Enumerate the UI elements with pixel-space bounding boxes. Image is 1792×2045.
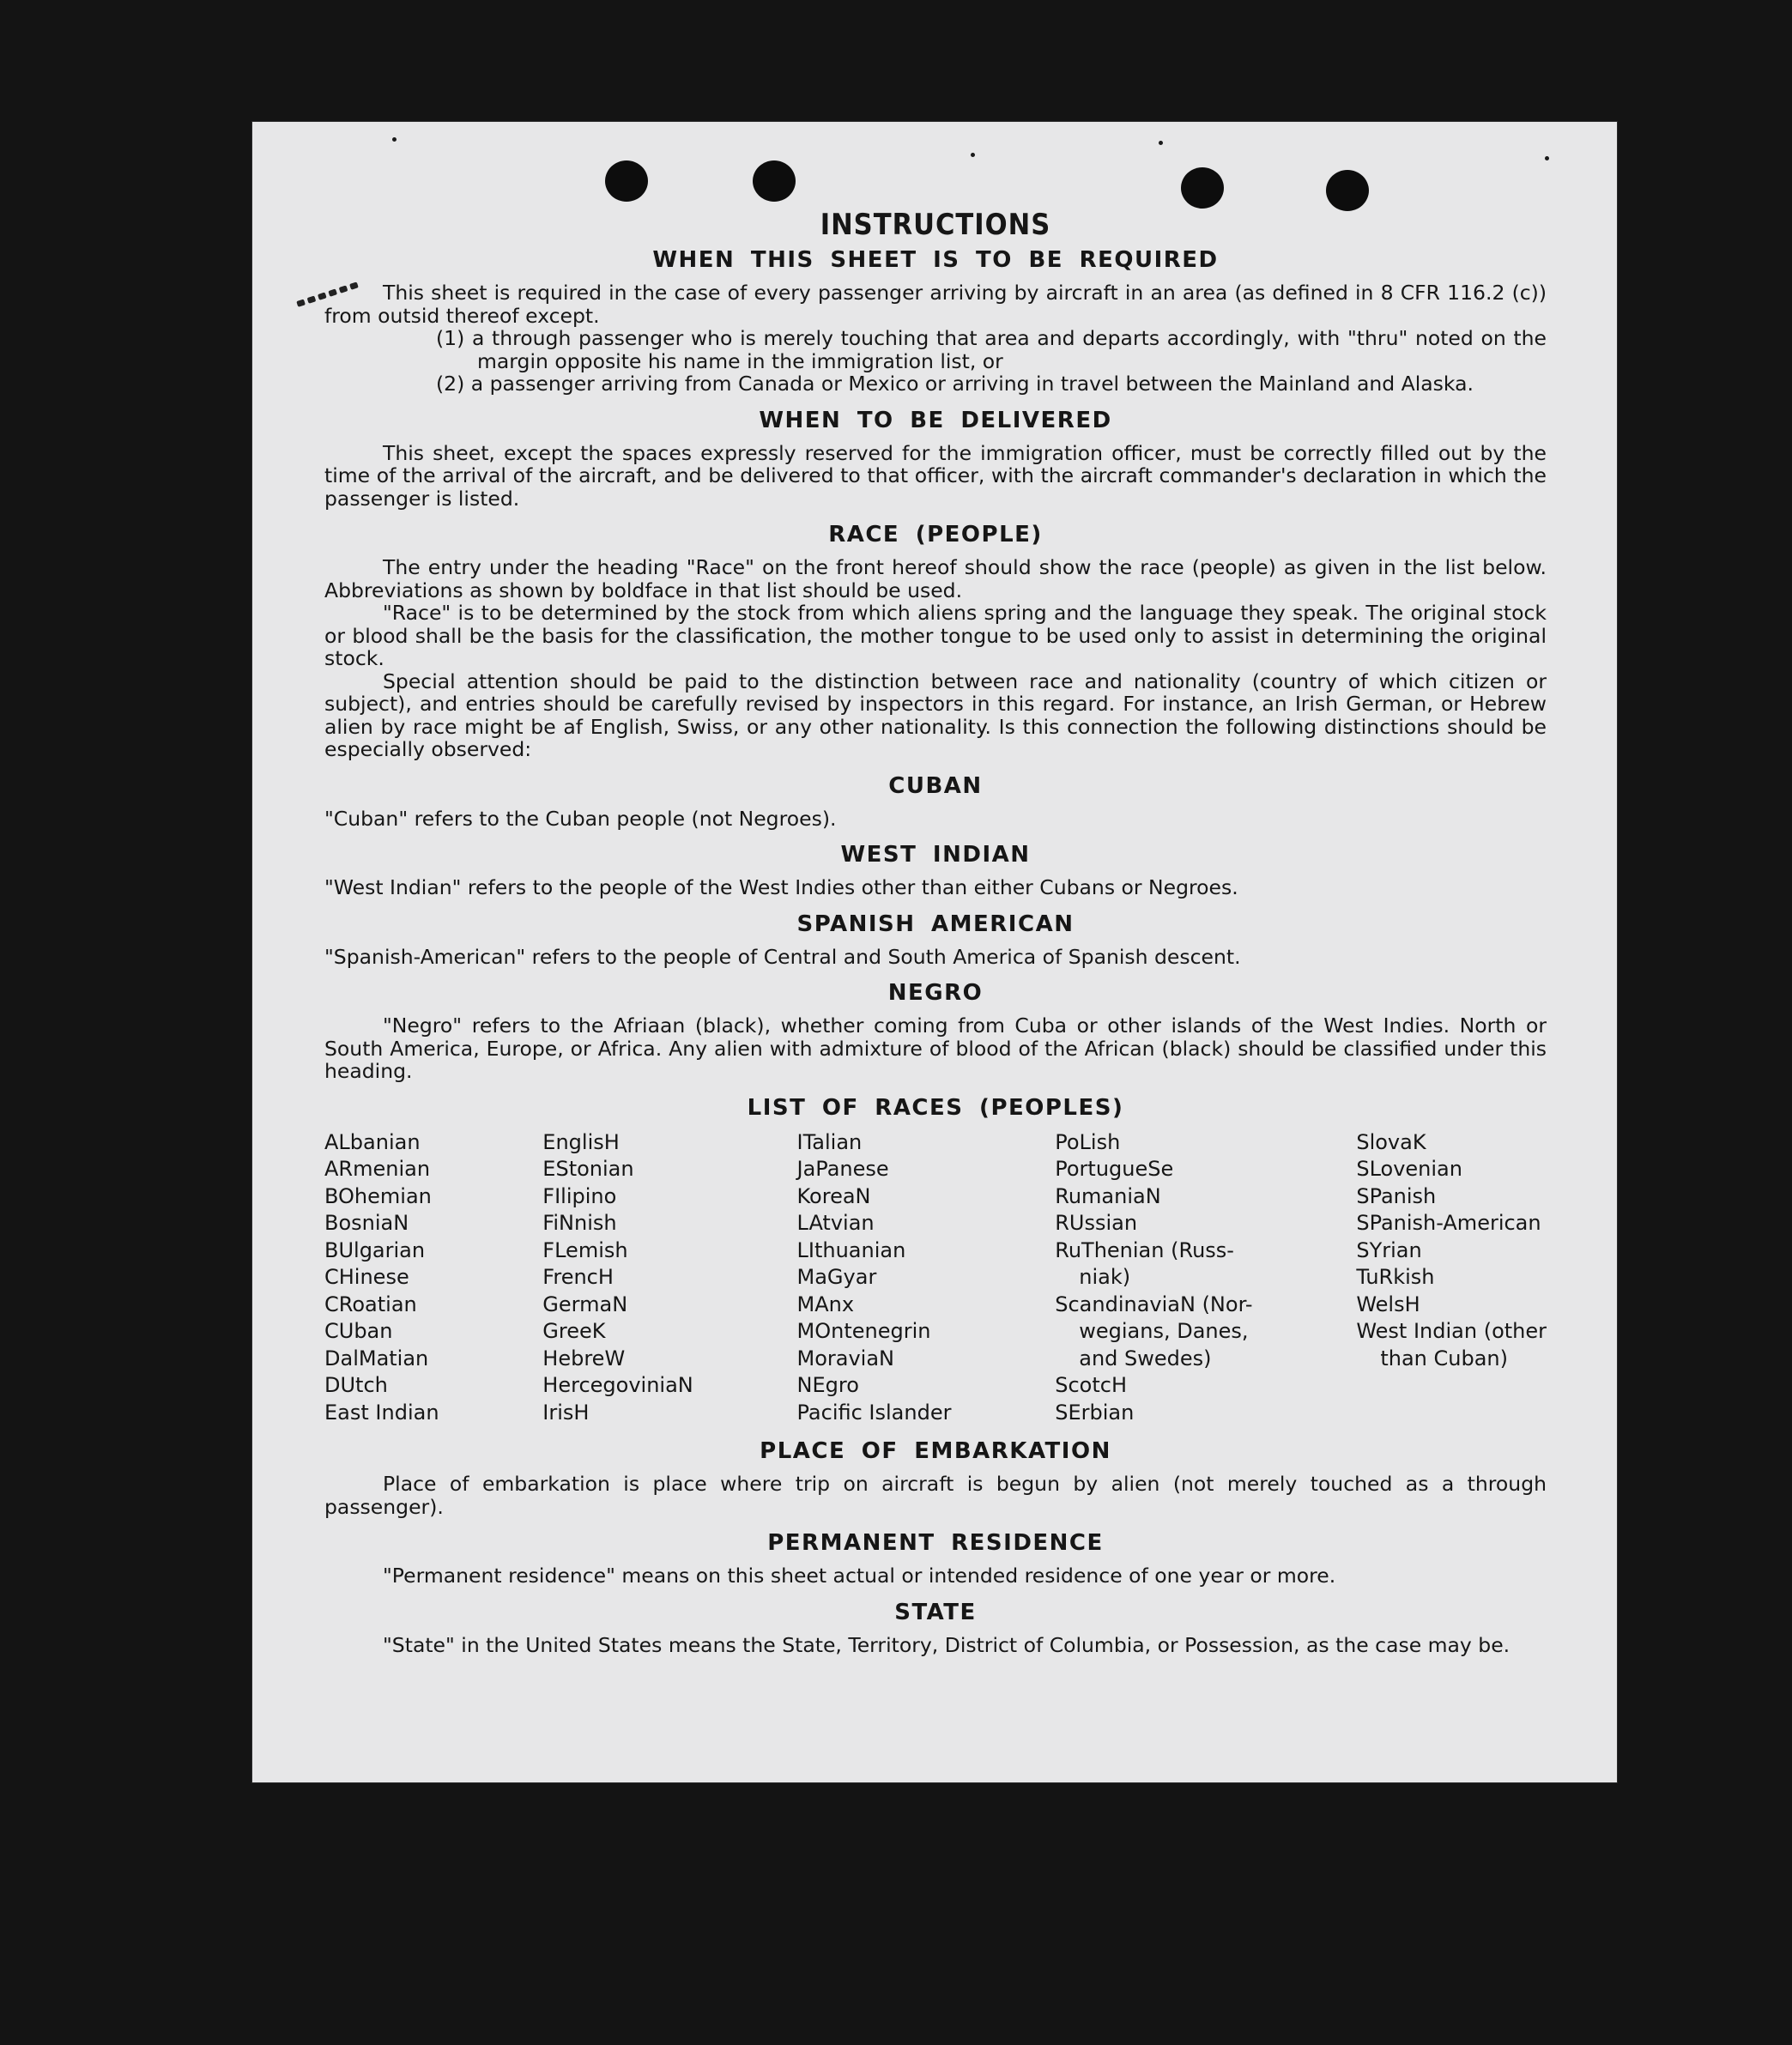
race-entry: CUban	[324, 1319, 393, 1343]
race-entry: KoreaN	[796, 1183, 871, 1208]
race-entry: JaPanese	[796, 1157, 889, 1181]
race-entry: RuThenian (Russ-	[1055, 1237, 1234, 1262]
races-column-4	[1055, 1129, 1252, 1427]
speck	[971, 153, 975, 157]
race-entry: FIlipino	[542, 1183, 617, 1208]
race-entry: HebreW	[542, 1346, 626, 1370]
race-entry: BOhemian	[324, 1183, 432, 1208]
race-entry: FrencH	[542, 1265, 614, 1289]
race-entry: IrisH	[542, 1400, 590, 1425]
punch-hole	[1326, 170, 1369, 211]
punch-hole	[605, 160, 648, 202]
race-entry: MoraviaN	[796, 1346, 895, 1370]
race-paragraph-1: The entry under the heading "Race" on the front hereof should show the race (people) as given in the list below. Abbreviations as shown by boldface in that list should be used.	[324, 555, 1547, 602]
heading-place-of-embarkation: PLACE OF EMBARKATION	[760, 1438, 1111, 1464]
race-entry: TuRkish	[1356, 1265, 1435, 1289]
heading-permanent-residence: PERMANENT RESIDENCE	[767, 1530, 1104, 1556]
heading-list-of-races: LIST OF RACES (PEOPLES)	[747, 1094, 1124, 1121]
cuban-text: "Cuban" refers to the Cuban people (not Negroes).	[324, 806, 837, 831]
race-entry: West Indian (other	[1356, 1319, 1547, 1343]
negro-text: "Negro" refers to the Afriaan (black), whether coming from Cuba or other islands of the West Indies. North or South America, Europe, or Africa. Any alien with admixture of blood of the African (black) should be classified under this heading.	[324, 1013, 1547, 1083]
race-entry: ARmenian	[324, 1157, 431, 1181]
race-entry: GermaN	[542, 1292, 628, 1316]
speck	[1159, 141, 1163, 145]
race-entry: East Indian	[324, 1400, 439, 1425]
race-entry: GreeK	[542, 1319, 606, 1343]
races-list	[324, 1129, 1547, 1427]
race-entry: SYrian	[1356, 1237, 1422, 1262]
page-title: INSTRUCTIONS	[820, 208, 1051, 242]
race-entry: BosniaN	[324, 1211, 409, 1235]
race-entry: RumaniaN	[1055, 1183, 1161, 1208]
race-entry: ITalian	[796, 1129, 863, 1154]
race-entry: SLovenian	[1356, 1157, 1462, 1181]
race-entry-continued: than Cuban)	[1380, 1346, 1508, 1370]
spanish-american-text: "Spanish-American" refers to the people of Central and South America of Spanish descent.	[324, 944, 1241, 969]
race-entry: MAnx	[796, 1292, 855, 1316]
race-entry: EnglisH	[542, 1129, 620, 1154]
required-text: This sheet is required in the case of every passenger arriving by aircraft in an area (as defined in 8 CFR 116.2 (c)) from outsid thereof except.	[324, 281, 1547, 328]
race-entry: PoLish	[1055, 1129, 1121, 1154]
race-entry: DUtch	[324, 1373, 388, 1397]
embarkation-text: Place of embarkation is place where trip on aircraft is begun by alien (not merely touched as a through passenger).	[324, 1472, 1547, 1519]
document-sheet	[252, 122, 1617, 1782]
races-column-5	[1356, 1129, 1547, 1427]
race-entry: SlovaK	[1356, 1129, 1426, 1154]
race-entry: FLemish	[542, 1237, 628, 1262]
race-entry: EStonian	[542, 1157, 634, 1181]
race-entry: Pacific Islander	[796, 1400, 952, 1425]
race-entry: WelsH	[1356, 1292, 1420, 1316]
race-entry-continued: and Swedes)	[1079, 1346, 1212, 1370]
heading-when-required: WHEN THIS SHEET IS TO BE REQUIRED	[652, 247, 1219, 273]
state-text: "State" in the United States means the State, Territory, District of Columbia, or Possession, as the case may be.	[383, 1632, 1510, 1657]
race-entry: FiNnish	[542, 1211, 617, 1235]
west-indian-text: "West Indian" refers to the people of the West Indies other than either Cubans or Negroes.	[324, 875, 1238, 899]
heading-cuban: CUBAN	[888, 772, 983, 799]
heading-negro: NEGRO	[887, 980, 984, 1006]
race-entry: HercegoviniaN	[542, 1373, 693, 1397]
races-column-1	[324, 1129, 439, 1427]
race-entry: CRoatian	[324, 1292, 417, 1316]
heading-state: STATE	[894, 1599, 977, 1625]
race-entry: PortugueSe	[1055, 1157, 1174, 1181]
race-entry-continued: wegians, Danes,	[1079, 1319, 1249, 1343]
heading-race: RACE (PEOPLE)	[828, 522, 1043, 548]
heading-when-delivered: WHEN TO BE DELIVERED	[759, 407, 1112, 433]
race-paragraph-3: Special attention should be paid to the distinction between race and nationality (country of which citizen or subject), and entries should be carefully revised by inspectors in this regard. For instance, an Irish German, or Hebrew alien by race might be af English, Swiss, or any other nationality. Is this connection the following distinctions should be especially observed:	[324, 669, 1547, 761]
race-paragraph-2: "Race" is to be determined by the stock from which aliens spring and the language they speak. The original stock or blood shall be the basis for the classification, the mother tongue to be used only to assist in determining the original stock.	[324, 601, 1547, 670]
instructions-content	[324, 208, 1547, 1656]
race-entry: SPanish	[1356, 1183, 1437, 1208]
speck	[1545, 156, 1549, 160]
heading-west-indian: WEST INDIAN	[840, 842, 1031, 868]
race-entry: BUlgarian	[324, 1237, 426, 1262]
heading-spanish-american: SPANISH AMERICAN	[796, 911, 1075, 937]
race-entry: SErbian	[1055, 1400, 1135, 1425]
delivered-text: This sheet, except the spaces expressly reserved for the immigration officer, must be correctly filled out by the time of the arrival of the aircraft, and be delivered to that officer, with the aircraft commander's declaration in which the passenger is listed.	[324, 440, 1547, 511]
race-entry: LAtvian	[796, 1211, 875, 1235]
race-entry: RUssian	[1055, 1211, 1138, 1235]
race-entry: NEgro	[796, 1373, 859, 1397]
race-entry: LIthuanian	[796, 1237, 906, 1262]
race-entry: ScotcH	[1055, 1373, 1127, 1397]
race-entry-continued: niak)	[1079, 1265, 1131, 1289]
speck	[392, 137, 397, 142]
punch-hole	[753, 160, 796, 202]
residence-text: "Permanent residence" means on this sheet actual or intended residence of one year or more.	[383, 1564, 1336, 1588]
race-entry: MOntenegrin	[796, 1319, 931, 1343]
required-exception-1: (1) a through passenger who is merely touching that area and departs accordingly, with "thru" noted on the margin opposite his name in the immigration list, or	[436, 326, 1547, 373]
races-column-3	[797, 1129, 952, 1427]
race-entry: DalMatian	[324, 1346, 429, 1370]
race-entry: CHinese	[324, 1265, 409, 1289]
race-entry: ALbanian	[324, 1129, 421, 1154]
required-exception-2: (2) a passenger arriving from Canada or Mexico or arriving in travel between the Mainland and Alaska.	[436, 372, 1474, 396]
race-entry: ScandinaviaN (Nor-	[1055, 1292, 1253, 1316]
race-entry: MaGyar	[796, 1265, 877, 1289]
race-entry: SPanish-American	[1356, 1211, 1541, 1235]
punch-hole	[1181, 167, 1224, 209]
races-column-2	[542, 1129, 693, 1427]
